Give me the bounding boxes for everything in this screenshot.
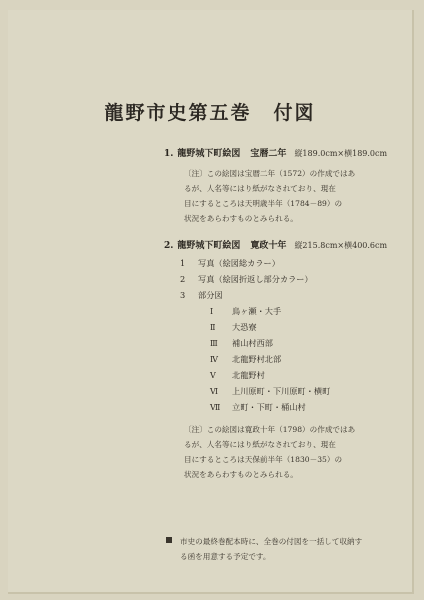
sub-item-label: 上川原町・下川原町・横町: [232, 386, 331, 396]
section1-size: 縦189.0cm×横189.0cm: [294, 149, 388, 158]
sub-item-label: 鳥ヶ瀬・大手: [232, 306, 282, 316]
list-item-number: 1: [180, 258, 186, 268]
sub-item-numeral: Ⅶ: [210, 403, 221, 412]
sub-item-numeral: Ⅰ: [210, 307, 214, 316]
section2-name: 龍野城下町絵図: [177, 241, 241, 251]
section2-number: 2.: [164, 241, 174, 251]
title-appendix: 付図: [273, 102, 316, 124]
note-line: 状況をあらわすものとみられる。: [184, 214, 298, 223]
sub-item-numeral: Ⅵ: [210, 387, 219, 396]
section1-name: 龍野城下町絵図: [177, 149, 241, 159]
section2-heading: [164, 238, 387, 251]
section1-heading: [164, 146, 387, 159]
sub-item-label: 立町・下町・桶山村: [232, 402, 306, 412]
list-item-number: 2: [180, 274, 186, 284]
note-line: 状況をあらわすものとみられる。: [184, 470, 298, 479]
sub-item-numeral: Ⅳ: [210, 355, 218, 364]
footer-line: 市史の最終巻配本時に、全巻の付図を一括して収納す: [180, 537, 363, 546]
section1-number: 1.: [164, 149, 174, 159]
note-line: 目にするところは天明歳半年（1784－89）の: [184, 199, 343, 208]
sub-list-item: [210, 322, 257, 333]
sub-list-item: [210, 386, 330, 397]
title-main: 龍野市史第五巻: [104, 102, 252, 124]
list-item-label: 部分図: [198, 290, 223, 300]
note-line: 目にするところは天保前半年（1830－35）の: [184, 455, 343, 464]
note-line: 〔注〕この絵図は寛政十年（1798）の作成ではあ: [184, 425, 356, 434]
footer-notice: [166, 534, 386, 564]
sub-list-item: [210, 354, 281, 365]
list-item: [180, 290, 223, 301]
note-line: るが、人名等にはり紙がなされており、現在: [184, 440, 336, 449]
list-item: [180, 274, 313, 285]
sub-list-item: [210, 306, 281, 317]
section1-note: [184, 166, 384, 226]
section2-size: 縦215.8cm×横400.6cm: [294, 241, 388, 250]
footer-line: る函を用意する予定です。: [180, 552, 271, 561]
list-item: [180, 258, 280, 269]
square-bullet-icon: [166, 537, 172, 543]
list-item-label: 写真（絵図折返し部分カラー）: [198, 274, 313, 284]
sub-item-label: 北龍野村: [232, 370, 265, 380]
sub-list-item: [210, 402, 306, 413]
sub-item-label: 北龍野村北部: [232, 354, 282, 364]
section1-date: 宝暦二年: [250, 149, 287, 159]
document-page: [8, 10, 414, 594]
note-line: 〔注〕この絵図は宝暦二年（1572）の作成ではあ: [184, 169, 356, 178]
section2-date: 寛政十年: [250, 241, 287, 251]
sub-item-label: 補山村西部: [232, 338, 273, 348]
sub-item-numeral: Ⅲ: [210, 339, 218, 348]
sub-item-label: 大恐寮: [232, 322, 257, 332]
list-item-label: 写真（絵図総カラー）: [198, 258, 280, 268]
note-line: るが、人名等にはり紙がなされており、現在: [184, 184, 336, 193]
sub-list-item: [210, 370, 265, 381]
sub-list-item: [210, 338, 273, 349]
sub-item-numeral: Ⅴ: [210, 371, 216, 380]
sub-item-numeral: Ⅱ: [210, 323, 216, 332]
page-title: [8, 98, 412, 125]
list-item-number: 3: [180, 290, 186, 300]
section2-note: [184, 422, 384, 482]
